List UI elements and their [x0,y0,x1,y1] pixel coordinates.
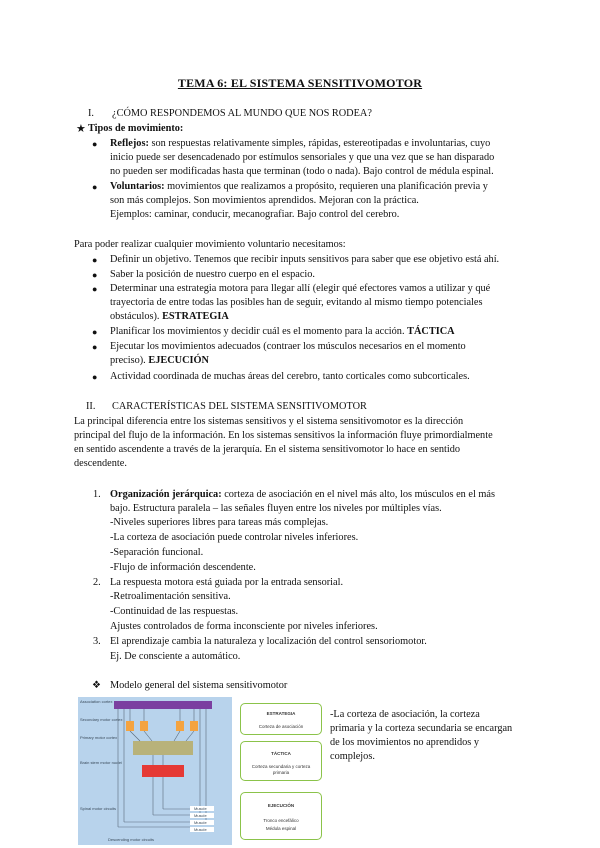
tactic-card [240,741,322,781]
muscle-label: Muscle [194,827,207,832]
bullet-icon: ● [92,139,98,149]
list-number-2: 2. [93,577,101,588]
needs-intro: Para poder realizar cualquier movimiento voluntario necesitamos: [74,239,346,250]
primary-motor-block [133,741,193,755]
list-item-2-sub-1: -Retroalimentación sensitiva. [110,591,231,602]
secondary-motor-block [126,721,134,731]
need-item-1: Definir un objetivo. Tenemos que recibir inputs sensitivos para saber que ese objetivo está ahí. [110,254,500,265]
list-item-2-sub-3: Ajustes controlados de forma inconsciente por niveles inferiores. [110,621,378,632]
strategy-card [240,703,322,735]
figure-caption-line-2: primaria y la corteza secundaria se encargan [330,723,513,734]
need-item-3-line-1: Determinar una estrategia motora para llegar allí (elegir qué efectores vamos a utilizar y qué [110,283,491,294]
muscle-label: Muscle [194,806,207,811]
section-2-number: II. [86,401,96,412]
list-item-1-sub-1: -Niveles superiores libres para tareas más complejas. [110,517,329,528]
strategy-card-title: ESTRATEGIA [266,711,296,716]
model-label: Modelo general del sistema sensitivomotor [110,680,288,691]
muscle-label: Muscle [194,813,207,818]
list-number-3: 3. [93,636,101,647]
section-2-paragraph-line-1: La principal diferencia entre los sistemas sensitivos y el sistema sensitivomotor es la dirección [74,416,464,427]
section-2-paragraph-line-3: en sentido ascendente a través de la jerarquía. En el sistema sensitivomotor lo hace en sentido [74,444,461,455]
section-2-paragraph-line-2: principal del flujo de la información. En los sistemas sensitivos la información fluye primordialmente [74,430,493,441]
secondary-motor-block [176,721,184,731]
list-item-2-sub-2: -Continuidad de las respuestas. [110,606,239,617]
execution-card [240,792,322,840]
level-label-primary: Primary motor cortex [80,735,118,740]
level-label-spinal: Spinal motor circuits [80,806,117,811]
list-item-1-sub-2: -La corteza de asociación puede controlar niveles inferiores. [110,532,359,543]
execution-card-subtitle-1: Tronco encefálico [263,818,299,824]
list-item-1-line-1: Organización jerárquica: corteza de asociación en el nivel más alto, los músculos en el más [110,489,495,500]
page-title: TEMA 6: EL SISTEMA SENSITIVOMOTOR [177,76,423,90]
bullet-icon: ● [92,327,98,337]
sensorimotor-hierarchy-diagram [78,697,232,845]
reflejos-line-1: Reflejos: son respuestas relativamente simples, rápidas, estereotipadas e involuntarias, cuyo [110,138,491,149]
execution-card-title: EJECUCIÓN [267,803,295,808]
need-item-3-line-2: trayectoria de entre todas las posibles han de seguir, evitando al mismo tiempo potenciales [110,297,483,308]
level-label-secondary: Secondary motor cortex [80,717,123,722]
bullet-icon: ● [92,255,98,265]
bullet-icon: ● [92,284,98,294]
secondary-motor-block [190,721,198,731]
bullet-icon: ● [92,270,98,280]
association-cortex-block [114,701,212,709]
list-item-1-sub-3: -Separación funcional. [110,547,204,558]
need-item-2: Saber la posición de nuestro cuerpo en el espacio. [110,269,316,280]
star-icon: ★ [76,123,86,135]
list-item-2: La respuesta motora está guiada por la entrada sensorial. [110,577,344,588]
tactic-card-title: TÁCTICA [271,751,291,756]
figure-caption-line-1: -La corteza de asociación, la corteza [330,709,480,720]
reflejos-line-3: no pueden ser modificadas hasta que terminan (todo o nada). Bajo control de médula espinal. [110,166,494,177]
need-item-6: Actividad coordinada de muchas áreas del cerebro, tanto corticales como subcorticales. [110,371,470,382]
diagram-legend: Descending motor circuits [108,837,155,842]
figure-caption-line-3: de los movimientos no aprendidos y [330,737,480,748]
need-item-4: Planificar los movimientos y decidir cuál es el momento para la acción. TÁCTICA [110,326,455,337]
list-item-1-sub-4: -Flujo de información descendente. [110,562,256,573]
need-item-3-line-3: obstáculos). ESTRATEGIA [110,311,229,322]
section-1-number: I. [88,108,95,119]
voluntarios-line-2: son más complejos. Son movimientos aprendidos. Mejoran con la práctica. [110,195,419,206]
need-item-5-line-2: preciso). EJECUCIÓN [110,355,209,366]
section-1-heading: ¿CÓMO RESPONDEMOS AL MUNDO QUE NOS RODEA? [112,108,372,119]
movement-types-label: Tipos de movimiento: [88,123,184,134]
bullet-icon: ● [92,372,98,382]
tactic-card-subtitle: Corteza secundaria y corteza primaria [251,764,311,776]
hierarchy-graphic [78,697,232,845]
diamond-bullet-icon: ❖ [92,680,101,691]
voluntarios-line-1: Voluntarios: movimientos que realizamos a propósito, requieren una planificación previa y [110,181,488,192]
muscle-label: Muscle [194,820,207,825]
level-label-brainstem: Brain stem motor nuclei [80,760,123,765]
list-item-3-sub-1: Ej. De consciente a automático. [110,651,241,662]
brainstem-block [142,765,184,777]
strategy-card-subtitle: Corteza de asociación [258,724,304,730]
need-item-5-line-1: Ejecutar los movimientos adecuados (contraer los músculos necesarios en el momento [110,341,466,352]
section-2-heading: CARACTERÍSTICAS DEL SISTEMA SENSITIVOMOTOR [112,401,367,412]
list-item-3: El aprendizaje cambia la naturaleza y localización del control sensoriomotor. [110,636,427,647]
figure-caption-line-4: complejos. [330,751,375,762]
execution-card-subtitle-2: Médula espinal [265,826,297,832]
secondary-motor-block [140,721,148,731]
reflejos-line-2: inicio puede ser desencadenado por estímulos sensoriales y que una vez que se han disparado [110,152,495,163]
list-number-1: 1. [93,489,101,500]
section-2-paragraph-line-4: descendente. [74,458,127,469]
bullet-icon: ● [92,182,98,192]
level-label-association: Association cortex [80,699,113,704]
bullet-icon: ● [92,342,98,352]
voluntarios-line-3: Ejemplos: caminar, conducir, mecanografiar. Bajo control del cerebro. [110,209,400,220]
list-item-1-line-2: bajo. Estructura paralela – las señales fluyen entre los niveles por múltiples vías. [110,503,442,514]
